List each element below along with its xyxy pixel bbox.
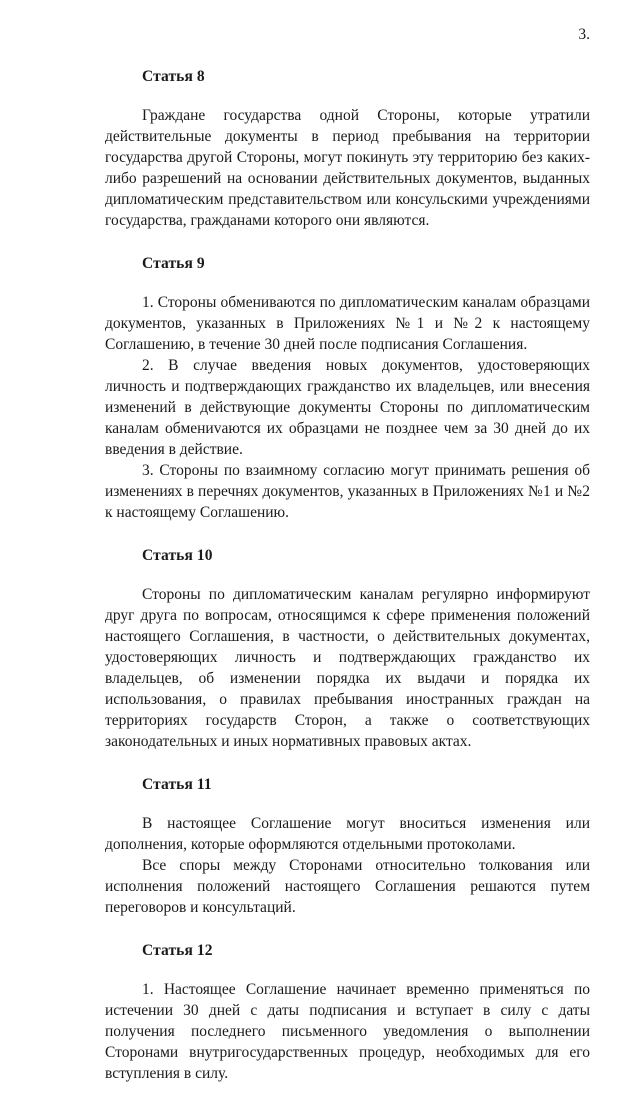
paragraph: Граждане государства одной Стороны, которые утратили действительные документы в период пребывания на территории государства другой Стороны, могут покинуть эту территорию без каких-либо разрешений на основании действительных документов, выданных дипломатическим представительством или консульскими учреждениями государства, гражданами которого они являются.: [105, 107, 590, 229]
paragraph: Все споры между Сторонами относительно толкования или исполнения положений настоящего Соглашения решаются путем переговоров и консультаций.: [105, 857, 590, 916]
article-title: Статья 12: [142, 942, 213, 959]
article-title: Статья 8: [142, 68, 205, 85]
article-12: [105, 940, 590, 1084]
article-title: Статья 10: [142, 547, 213, 564]
article-11: [105, 774, 590, 918]
paragraph: 1. Настоящее Соглашение начинает временно применяться по истечении 30 дней с даты подписания и вступает в силу с даты получения последнего письменного уведомления о выполнении Сторонами внутригосударственных процедур, необходимых для его вступления в силу.: [105, 981, 590, 1082]
article-title: Статья 11: [142, 776, 212, 793]
article-8: [105, 66, 590, 231]
paragraph: Стороны по дипломатическим каналам регулярно информируют друг друга по вопросам, относящимся к сфере применения положений настоящего Соглашения, в частности, о действительных документах, удостоверяющих личность и подтверждающих гражданство их владельцев, об изменении порядка их выдачи и порядка их использования, о правилах пребывания иностранных граждан на территориях государств Сторон, а также о соответствующих законодательных и иных нормативных правовых актах.: [105, 586, 590, 750]
paragraph: В настоящее Соглашение могут вноситься изменения или дополнения, которые оформляются отдельными протоколами.: [105, 815, 590, 853]
article-10: [105, 545, 590, 752]
article-9: [105, 253, 590, 523]
paragraph: 3. Стороны по взаимному согласию могут принимать решения об изменениях в перечнях документов, указанных в Приложениях №1 и №2 к настоящему Соглашению.: [105, 462, 590, 521]
page-number: 3.: [578, 26, 590, 43]
paragraph: 1. Стороны обмениваются по дипломатическим каналам образцами документов, указанных в Приложениях №1 и №2 к настоящему Соглашению, в течение 30 дней после подписания Соглашения.: [105, 294, 590, 353]
article-title: Статья 9: [142, 255, 205, 272]
paragraph: 2. В случае введения новых документов, удостоверяющих личность и подтверждающих гражданство их владельцев, или внесения изменений в действующие документы Стороны по дипломатическим каналам обмениvаются их образцами не позднее чем за 30 дней до их введения в действие.: [105, 357, 590, 458]
document-body: [105, 66, 590, 1106]
